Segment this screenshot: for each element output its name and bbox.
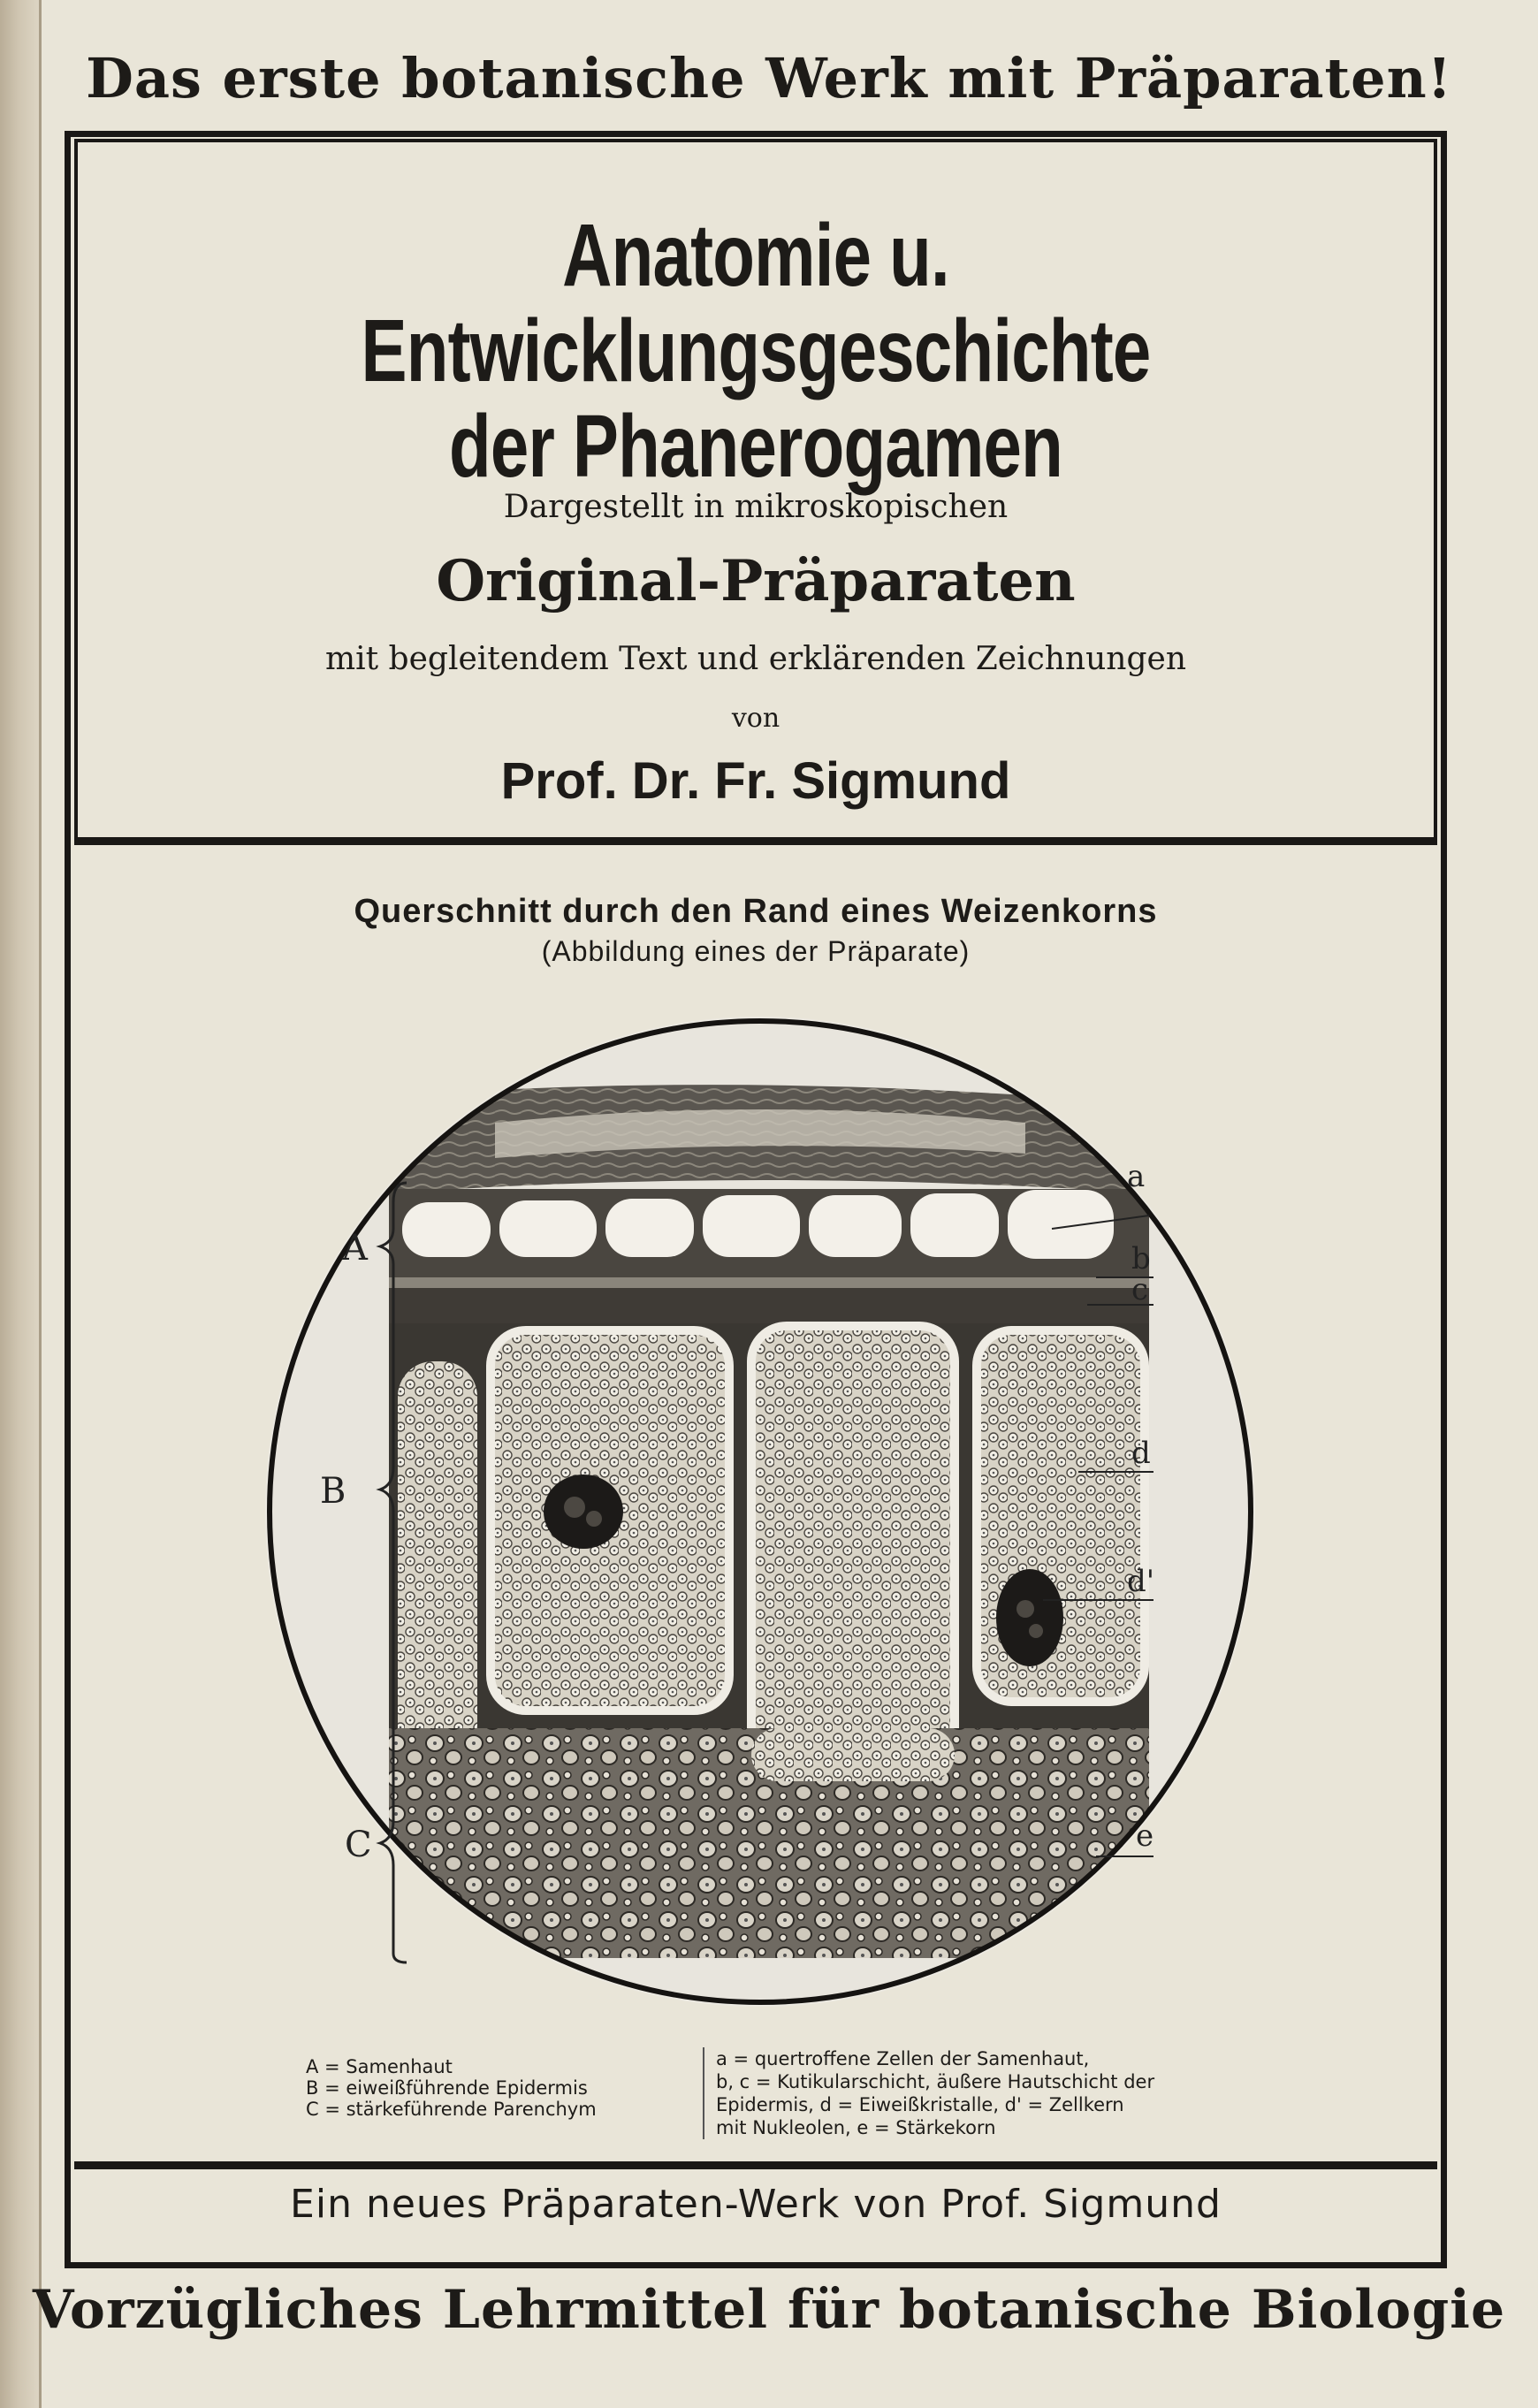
subtitle-line-2: Original-Präparaten (436, 548, 1076, 614)
footer-divider (74, 2161, 1437, 2169)
label-C: C (345, 1825, 372, 1865)
label-A: A (342, 1228, 368, 1269)
legend-item: C = stärkeführende Parenchym (306, 2099, 597, 2120)
micrograph-figure (230, 990, 1291, 2033)
legend-item: a = quertroffene Zellen der Samenhaut, (716, 2048, 1090, 2069)
label-d: d (1131, 1436, 1151, 1471)
label-a: a (1127, 1159, 1146, 1194)
title-divider (74, 837, 1437, 845)
subtitle-line-3: mit begleitendem Text und erklärenden Zeichnungen (324, 641, 1187, 677)
legend-right (716, 2047, 1264, 2139)
legend-left (306, 2056, 695, 2120)
bottom-tagline: Vorzügliches Lehrmittel für botanische Biologie (32, 2279, 1506, 2341)
book-spine (0, 0, 41, 2408)
subtitle-von: von (731, 703, 780, 734)
label-e: e (1136, 1818, 1154, 1854)
legend-item: A = Samenhaut (306, 2056, 453, 2077)
legend-divider (703, 2047, 704, 2139)
footer-inner-text: Ein neues Präparaten-Werk von Prof. Sigmund (290, 2182, 1222, 2227)
book-title (225, 208, 1288, 494)
legend-item: Epidermis, d = Eiweißkristalle, d' = Zellkern (716, 2094, 1124, 2115)
title-line-1: Anatomie u. Entwicklungsgeschichte (361, 206, 1151, 400)
label-d-prime: d' (1127, 1564, 1155, 1599)
legend-item: b, c = Kutikularschicht, äußere Hautschicht der (716, 2071, 1155, 2092)
label-b: b (1131, 1241, 1151, 1276)
label-B: B (320, 1471, 346, 1512)
legend-item: mit Nukleolen, e = Stärkekorn (716, 2117, 996, 2138)
legend-item: B = eiweißführende Epidermis (306, 2077, 588, 2099)
title-line-2: der Phanerogamen (448, 397, 1063, 496)
author-name: Prof. Dr. Fr. Sigmund (500, 752, 1011, 810)
subtitle-line-1: Dargestellt in mikroskopischen (503, 489, 1009, 525)
top-tagline: Das erste botanische Werk mit Präparaten! (86, 46, 1452, 110)
figure-subcaption: (Abbildung eines der Präparate) (541, 935, 971, 967)
figure-caption: Querschnitt durch den Rand eines Weizenkorns (354, 893, 1158, 930)
micrograph-illustration (230, 990, 1291, 2033)
label-c: c (1131, 1272, 1149, 1307)
